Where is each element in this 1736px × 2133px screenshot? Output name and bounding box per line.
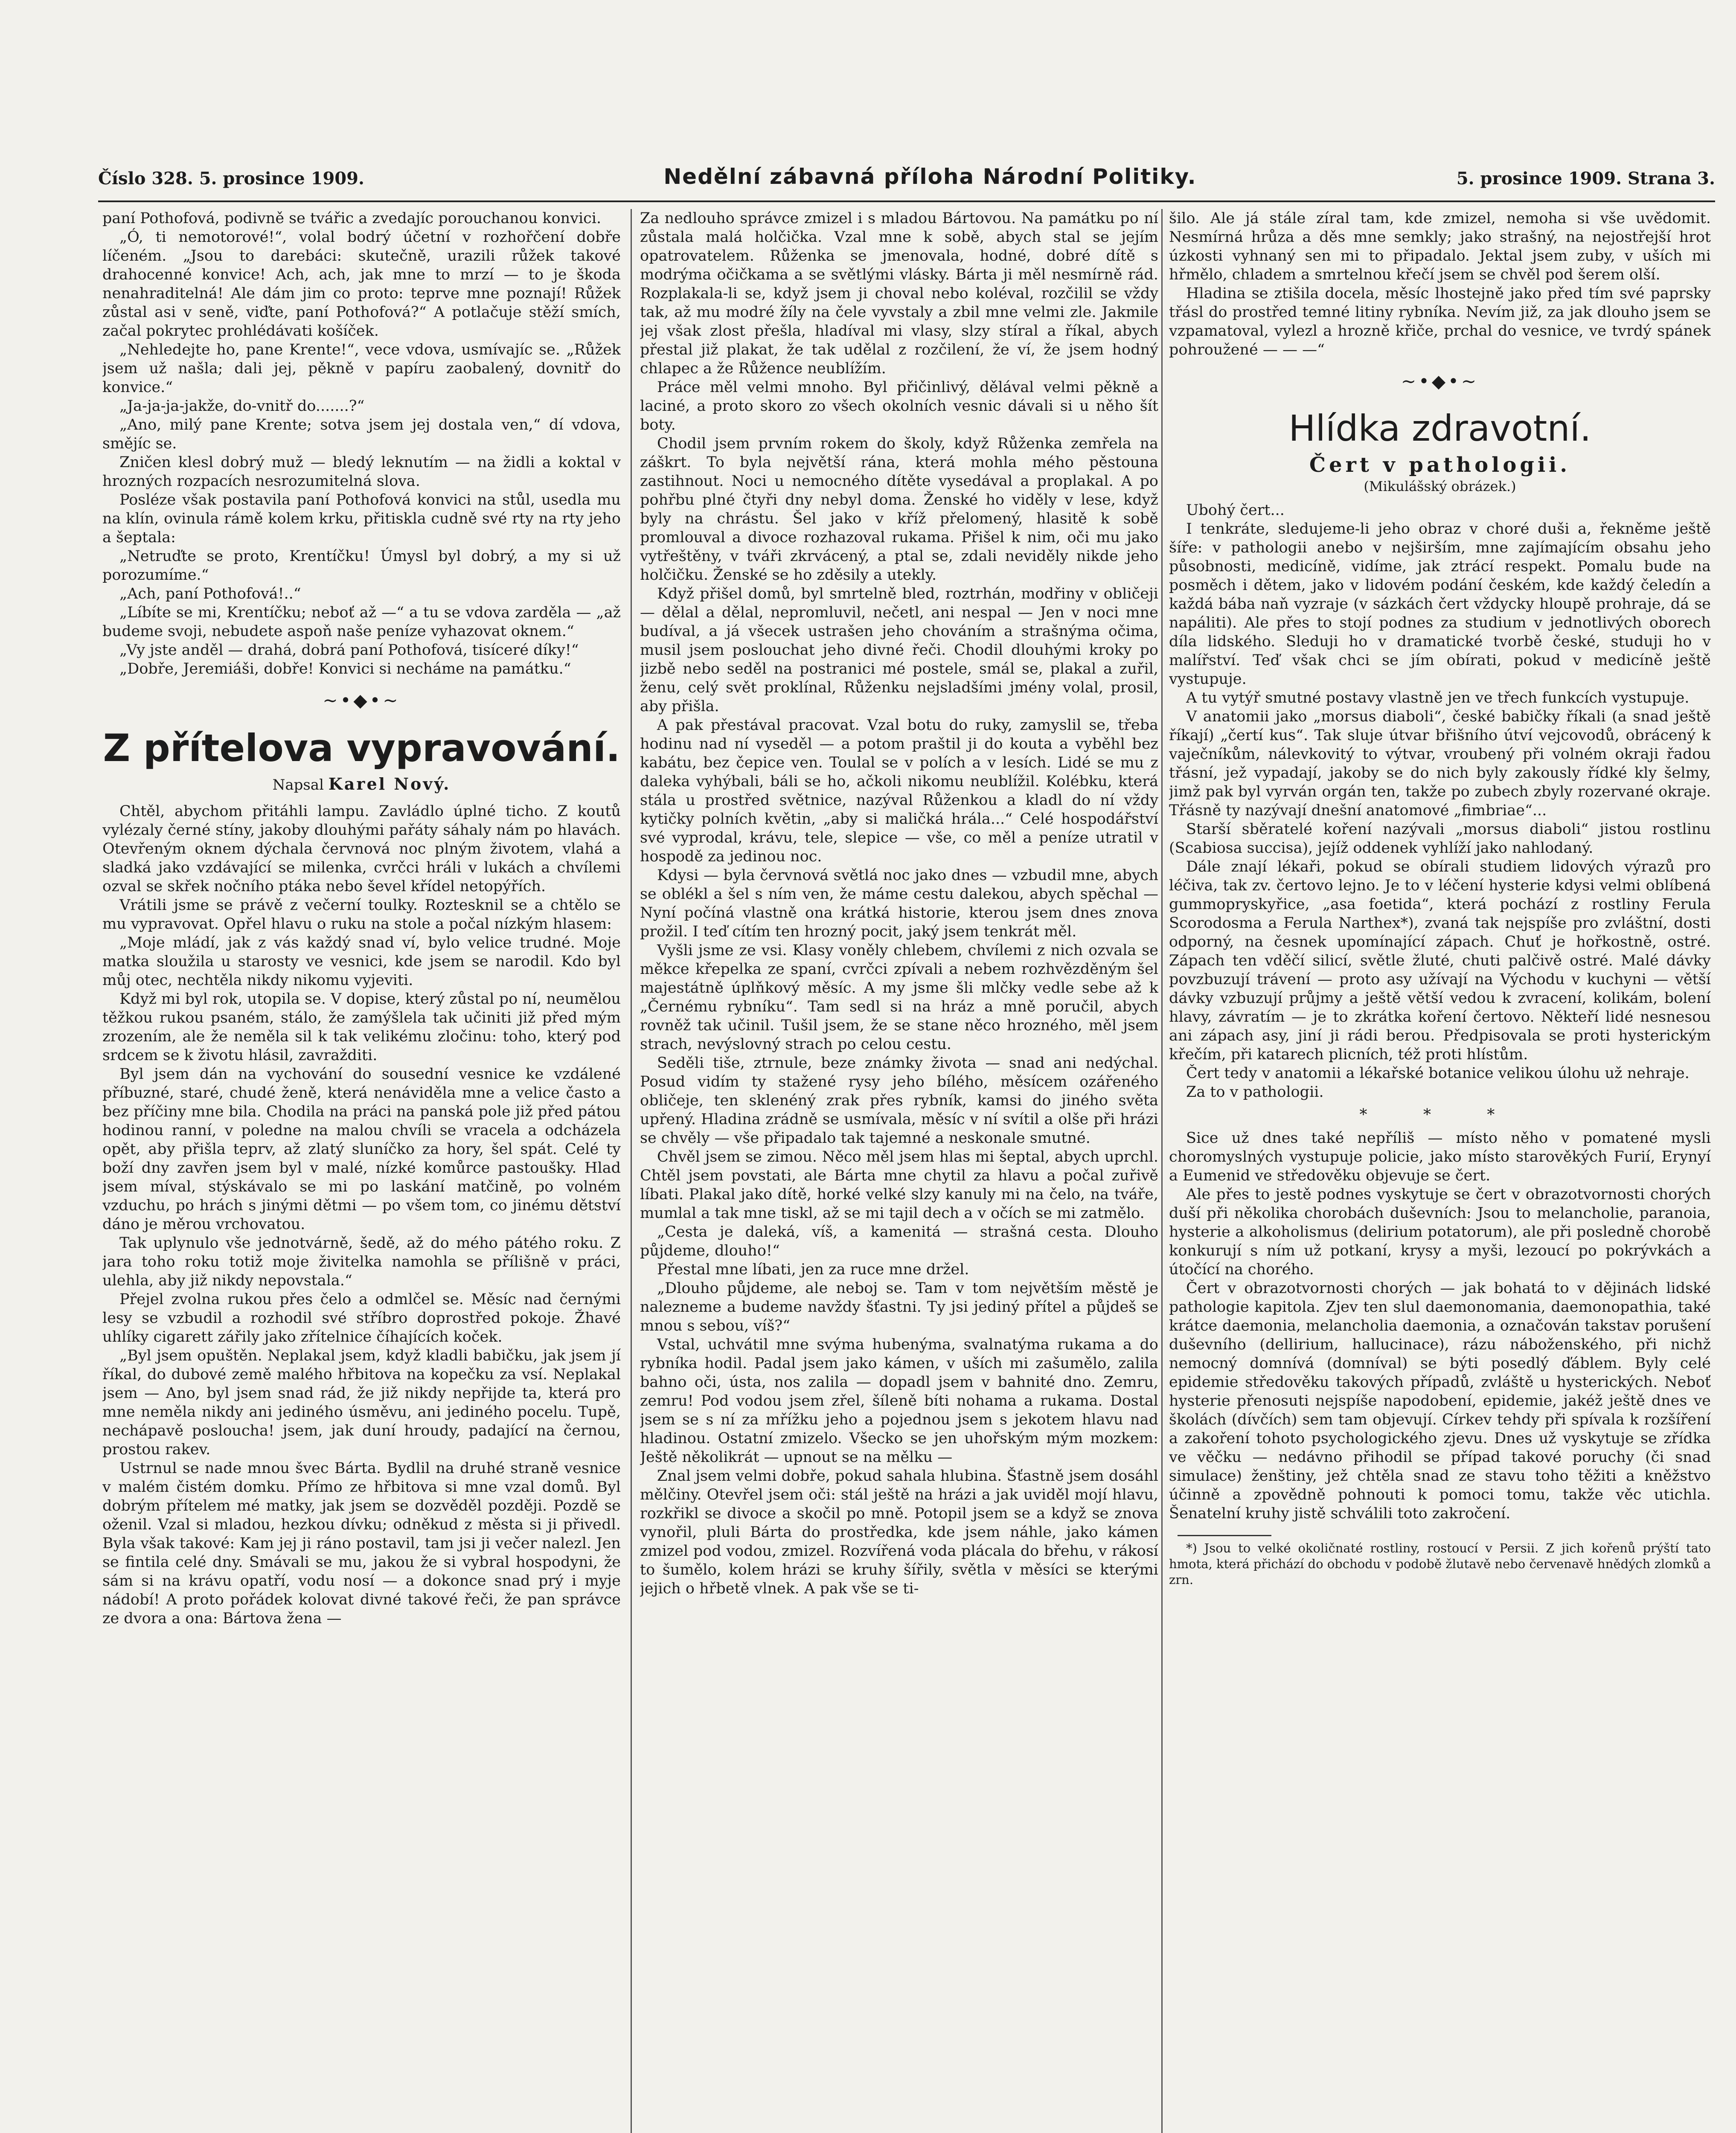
column-divider: [1161, 209, 1163, 2133]
paragraph: A tu vytýř smutné postavy vlastně jen ve třech funkcích vystupuje.: [1186, 689, 1689, 706]
section-ornament: ~•◆•~: [1401, 371, 1479, 392]
paragraph: „Ó, ti nemotorové!“, volal bodrý účetní v rozhořčení dobře líčeném. „Jsou to darebáci: skutečně, urazili růžek takové drahocenné konvice! Ach, ach, jak mne to mrzí — to je škoda nenahraditelná! Ale dám jim co proto: teprve mne poznají! Růžek zůstal asi v seně, viďte, paní Pothofová?“ A potlačuje stěží smích, začal pokrytec prohlédávati košíček.: [102, 229, 621, 340]
page-header: [98, 164, 1715, 203]
paragraph: Dále znají lékaři, pokud se obírali studiem lidových výrazů pro léčiva, tak zv. čertovo lejno. Je to v léčení hysterie kdysi velmi oblíbená gummopryskyřice, „asa foetida“, která pochází z rostliny Ferula Scorodosma a Ferula Narthex*), zvaná tak nejspíše pro zvláštní, dosti odporný, na česnek upomínající zápach. Chuť je hořkostně, ostré. Zápach ten vděčí silicí, světle žluté, chuti palčivě ostré. Malé dávky povzbuzují trávení — proto asy užívají na Východu v kuchyni — větší dávky vzbuzují průjmy a ještě větší vedou k zvracení, kolikám, bolení hlavy, závratím — je to zkrátka koření čertovo. Někteří lidé nesnesou ani zápach asy, jiní ji rádi berou. Předpisovala se proti hysterickým křečím, při katarech plicních, též proti hlístům.: [1169, 858, 1711, 1063]
section-title: Hlídka zdravotní.: [1288, 407, 1591, 449]
paragraph: Znal jsem velmi dobře, pokud sahala hlubina. Šťastně jsem dosáhl mělčiny. Otevřel jsem oči: stál ještě na hrázi a jak uviděl mojí hlavu, rozkřikl se divoce a skočil po mně. Potopil jsem se a když se znova vynořil, pluli Bárta do prostředka, kde jsem náhle, jako kámen zmizel pod vodou, zmizel. Rozvířená voda plácala do břehu, v rákosí to šumělo, kolem hrázi se kruhy šířily, světla v měsíci se kterými jejich o hřbetě vlnek. A pak vše se ti-: [640, 1468, 1158, 1597]
paragraph: paní Pothofová, podivně se tvářic a zvedajíc porouchanou konvici.: [102, 210, 602, 227]
byline: [102, 775, 621, 794]
paragraph: „Ach, paní Pothofová!..“: [119, 585, 301, 602]
paragraph: Čert tedy v anatomii a lékařské botanice velikou úlohu už nehraje.: [1186, 1065, 1689, 1082]
column-1: [102, 209, 621, 2133]
paragraph: Chodil jsem prvním rokem do školy, když Růženka zemřela na záškrt. To byla největší rána, která mohla mého pěstouna zastihnout. Noci u nemocného dítěte vysedával a proplakal. A po pohřbu plné čtyři dny nebyl doma. Ženské ho viděly v lese, když byly na chrástu. Šel jako v kříž přelomený, hlasitě k sobě promlouval a divoce rozhazoval rukama. Přišel k nim, oči mu jako vytřeštěny, v tváři zkrvácený, a ptal se, zdali neviděly nikde jeho holčičku. Ženské se ho zděsily a utekly.: [640, 435, 1158, 584]
paragraph: Hladina se ztišila docela, měsíc lhostejně jako před tím své paprsky třásl do prostřed temné litiny rybníka. Nevím již, za jak dlouho jsem se vzpamatoval, vylezl a hrozně křiče, prchal do vesnice, ve tvrdý spánek pohroužené — — —“: [1169, 285, 1711, 358]
paragraph: Vstal, uchvátil mne svýma hubenýma, svalnatýma rukama a do rybníka hodil. Padal jsem jako kámen, v uších mi zašumělo, zalila bahno oči, ústa, nos zalila — dopadl jsem v bahnité dno. Zemru, zemru! Pod vodou jsem zřel, šíleně bíti nohama a rukama. Dostal jsem se s ní za mřížku jeho a pojednou jsem s jekotem hlavu nad hladinou. Ostatní zmizelo. Všecko se jen uhořským mým mozkem: Ještě několikrát — upnout se na mělku —: [640, 1336, 1158, 1466]
paragraph: Ubohý čert...: [1186, 502, 1285, 519]
paragraph: Tak uplynulo vše jednotvárně, šedě, až do mého pátého roku. Z jara toho roku totiž moje živitelka namohla se přílišně v práci, ulehla, aby již nikdy nepovstala.“: [102, 1235, 621, 1289]
article-title: Čert v pathologii.: [1309, 453, 1571, 477]
paragraph: Seděli tiše, ztrnule, beze známky života — snad ani nedýchal. Posud vidím ty stažené rysy jeho bílého, měsícem ozářeného obličeje, ten sklenéný zrak přes rybník, kamsi do jiného světa upřený. Hladina zrádně se usmívala, měsíc v ní svítil a olše při hrázi se chvěly — vše připadalo tak tajemné a neskonale smutné.: [640, 1055, 1158, 1147]
paragraph: Ustrnul se nade mnou švec Bárta. Bydlil na druhé straně vesnice v malém čistém domku. Přímo ze hřbitova si mne vzal domů. Byl dobrým přítelem mé matky, jak jsem se dozvěděl později. Pozdě se oženil. Vzal si mladou, hezkou dívku; odněkud z města si ji přivedl. Byla však takové: Kam jej ji ráno postavil, tam jsi ji večer nalezl. Jen se fintila celé dny. Smávali se mu, jakou že si vybral hospodyni, že sám si na krávu opatří, vodu nosí — a dokonce snad prý i myje nádobí! A proto pořádek kolovat divné takové řeči, že pan správce ze dvora a ona: Bártova žena —: [102, 1460, 621, 1627]
paragraph: I tenkráte, sledujeme-li jeho obraz v choré duši a, řekněme ještě šíře: v pathologii anebo v nejširším, mne zajímajícím obsahu jeho působnosti, medicíně, vidíme, jak ztrácí respekt. Pomalu bude na posměch i dětem, jako v lidovém podání českém, kde každý čeledín a každá bába naň vyzraje (v sázkách čert vždycky hloupě prohraje, dá se napáliti). Ale přes to stojí podnes za studium v jednotlivých oborech díla lidského. Sleduji ho v dramatické tvorbě české, studuji ho v malířství. Teď však chci se jím obírati, pokud v medicíně ještě vystupuje.: [1169, 520, 1711, 688]
paragraph: Sice už dnes také nepříliš — místo něho v pomatené mysli choromyslných vystupuje policie, jako místo starověkých Furií, Erynyí a Eumenid ve středověku objevuje se čert.: [1169, 1130, 1711, 1184]
article-subtitle: (Mikulášský obrázek.): [1364, 478, 1516, 494]
column-divider: [631, 209, 632, 2133]
paragraph: Když přišel domů, byl smrtelně bled, roztrhán, modřiny v obličeji — dělal a dělal, nepromluvil, nečetl, ani nespal — Jen v noci mne budíval, a já všecek ustrašen jeho chováním a strašnýma očima, musil jsem poslouchat jeho divné řeči. Chodil dlouhými kroky po jizbě nebo seděl na postranici mé postele, smál se, plakal a zuřil, ženu, celý svět proklínal, Růženku nejsladšími jmény volal, prosil, aby přišla.: [640, 585, 1158, 715]
paragraph: „Moje mládí, jak z vás každý snad ví, bylo velice trudné. Moje matka sloužila u starosty ve vesnici, kde jsem se narodil. Kdo byl můj otec, nechtěla nikdy nikomu vyjeviti.: [102, 934, 621, 989]
article-title: Z přítelova vypravování.: [103, 726, 620, 770]
paragraph: „Cesta je daleká, víš, a kamenitá — strašná cesta. Dlouho půjdeme, dlouho!“: [640, 1223, 1158, 1259]
byline-author: Karel Nový.: [328, 774, 451, 793]
paragraph: Když mi byl rok, utopila se. V dopise, který zůstal po ní, neumělou těžkou rukou psaném, stálo, že zamýšlela tak učiniti již před mým zrozením, ale že neměla sil k tak velikému zločinu: toho, který pod srdcem se k životu hlásil, zavražditi.: [102, 991, 621, 1064]
paragraph: Kdysi — byla červnová světlá noc jako dnes — vzbudil mne, abych se oblékl a šel s ním ven, že máme cestu dalekou, abych spěchal — Nyní počíná vlastně ona krátká historie, kterou jsem dnes znova prožil. I teď cítím ten hrozný pocit, jaký jsem tenkrát měl.: [640, 867, 1158, 940]
paragraph: Přejel zvolna rukou přes čelo a odmlčel se. Měsíc nad černými lesy se vzbudil a rozhodil své stříbro doprostřed pokoje. Žhavé uhlíky cigarett zářily jako zřítelnice číhajících koček.: [102, 1291, 621, 1345]
paragraph: Zničen klesl dobrý muž — bledý leknutím — na židli a koktal v hrozných rozpacích nesrozumitelná slova.: [102, 454, 621, 490]
paragraph: Chtěl, abychom přitáhli lampu. Zavládlo úplné ticho. Z koutů vylézaly černé stíny, jakoby dlouhými pařáty sáhaly nám po hlavách. Otevřeným oknem dýchala červnová noc plným životem, vlahá a sladká jako vzdávající se milenka, cvrčci hráli v lukách a chvílemi ozval se skřek nočního ptáka nebo ševel křídel netopýřích.: [102, 803, 621, 895]
paragraph: „Dlouho půjdeme, ale neboj se. Tam v tom největším městě je nalezneme a budeme navždy šťastni. Ty jsi jediný přítel a půjdeš se mnou s sebou, víš?“: [640, 1280, 1158, 1334]
header-page-number: 5. prosince 1909. Strana 3.: [1456, 169, 1715, 189]
footnote-rule: [1178, 1535, 1271, 1536]
section-ornament: ~•◆•~: [323, 690, 401, 711]
footnote: *) Jsou to velké okoličnaté rostliny, rostoucí v Persii. Z jich kořenů prýští tato hmota, která přichází do obchodu v podobě žlutavě nebo červenavě hnědých zlomků a zrn.: [1169, 1541, 1711, 1587]
paragraph: Práce měl velmi mnoho. Byl přičinlivý, dělával velmi pěkně a laciné, a proto skoro zo všech okolních vesnic dávali si u něho šít boty.: [640, 379, 1158, 433]
paragraph: „Byl jsem opuštěn. Neplakal jsem, když kladli babičku, jak jsem jí říkal, do dubové země malého hřbitova na kopečku za vsí. Neplakal jsem — Ano, byl jsem snad rád, že již nikdy nepřijde ta, která pro mne neměla nikdy ani jediného úsměvu, ani jediného pocelu. Tupě, nechápavě posloucha! jsem, jak duní hroudy, padající na černou, prostou rakev.: [102, 1347, 621, 1458]
paragraph: V anatomii jako „morsus diaboli“, české babičky říkali (a snad ještě říkají) „čertí kus“. Tak sluje útvar břišního útví vejcovodů, obrácený k vaječníkům, nálevkovitý to výtvar, vroubený při volném okraji řadou třásní, jež vypadají, jakoby se do nich byly zakously řídké kly šelmy, jimž pak byl vyrván orgán ten, takže po zubech zbyly rozervané okraje. Třásně ty nazývají dnešní anatomové „fimbriae“...: [1169, 708, 1711, 819]
paragraph: Starší sběratelé koření nazývali „morsus diaboli“ jistou rostlinu (Scabiosa succisa), jejíž oddenek vyhlíží jako nahlodaný.: [1169, 821, 1711, 857]
byline-prefix: Napsal: [272, 776, 324, 793]
paragraph: Čert v obrazotvornosti chorých — jak bohatá to v dějinách lidské pathologie kapitola. Zjev ten slul daemonomania, daemonopathia, také krátce daemonia, melancholia daemonia, a označován takstav porušení duševního (dellirium, hallucinace), rázu náboženského, při nichž nemocný domnívá (domníval) se býti posedlý ďáblem. Byly celé epidemie středověku takových případů, zvláště u hysterických. Neboť hysterie přenosuti nejspíše napodobení, epidemie, jakéž ještě dnes ve školách (dívčích) sem tam objevují. Církev tehdy při spívala k rozšíření a zakoření tohoto psychologického zjevu. Dnes už vyskytuje se zřídka ve věčku — nedávno přihodil se případ takové poruchy (či snad simulace) ženštiny, jež chtěla snad ze stavu toho těžiti a kněžstvo účinně a zpovědně pohnouti k pomoci tomu, takže věc utichla. Šenatelní kruhy jistě schválili toto zakročení.: [1169, 1280, 1711, 1522]
paragraph: „Ja-ja-ja-jakže, do-vnitř do.......?“: [119, 398, 365, 415]
paragraph: Posléze však postavila paní Pothofová konvici na stůl, usedla mu na klín, ovinula rámě kolem krku, přitiskla cudně své rty na rty jeho a šeptala:: [102, 491, 621, 546]
header-issue-date: Číslo 328. 5. prosince 1909.: [98, 169, 364, 189]
section-break-stars: * * *: [1359, 1106, 1521, 1124]
paragraph: Za nedlouho správce zmizel i s mladou Bártovou. Na památku po ní zůstala malá holčička. Vzal mne k sobě, abych stal se jejím opatrovatelem. Růženka se jmenovala, hodné, dobré dítě s modrýma očičkama a se světlými vlásky. Bárta ji měl nesmírně rád. Rozplakala-li se, když jsem ji choval nebo koléval, rozčilil se vždy tak, až mu modré žíly na čele vyvstaly a zbil mne velmi zle. Jakmile jej však zlost přešla, hladíval mi vlasy, slzy stíral a říkal, abych přestal již plakat, že tak udělal z rozčilení, že ví, že jsem hodný chlapec a že Růžence neublížím.: [640, 210, 1158, 377]
paragraph: Chvěl jsem se zimou. Něco měl jsem hlas mi šeptal, abych uprchl. Chtěl jsem povstati, ale Bárta mne chytil za hlavu a počal zuřivě líbati. Plakal jako dítě, horké velké slzy kanuly mi na čelo, na tváře, mumlal a tak mne tiskl, až se mi tajil dech a v očích se mi zatmělo.: [640, 1148, 1158, 1222]
header-publication-title: Nedělní zábavná příloha Národní Politiky.: [663, 164, 1197, 189]
column-2: [640, 209, 1158, 2133]
paragraph: „Dobře, Jeremiáši, dobře! Konvici si necháme na památku.“: [119, 660, 571, 677]
paragraph: A pak přestával pracovat. Vzal botu do ruky, zamyslil se, třeba hodinu nad ní vyseděl — a potom praštil ji do kouta a vyběhl bez kabátu, bez čepice ven. Toulal se v polích a v lesích. Lidé se mu z daleka vyhýbali, báli se ho, ačkoli nikomu neublížil. Kolébku, která stála u prostřed světnice, nazýval Růženkou a kladl do ní vždy kytičky polních květin, „aby si maličká hrála...“ Celé hospodářství své vyprodal, krávu, tele, slepice — vše, co měl a peníze utratil v hospodě za jedinou noc.: [640, 717, 1158, 865]
paragraph: Přestal mne líbati, jen za ruce mne držel.: [657, 1261, 969, 1278]
paragraph: „Ano, milý pane Krente; sotva jsem jej dostala ven,“ dí vdova, smějíc se.: [102, 416, 621, 452]
paragraph: Vrátili jsme se právě z večerní toulky. Roztesknil se a chtělo se mu vypravovat. Opřel hlavu o ruku na stole a počal nízkým hlasem:: [102, 897, 621, 933]
paragraph: Za to v pathologii.: [1186, 1084, 1324, 1101]
paragraph: „Vy jste anděl — drahá, dobrá paní Pothofová, tisíceré díky!“: [119, 642, 579, 659]
paragraph: Ale přes to jestě podnes vyskytuje se čert v obrazotvornosti chorých duší při několika chorobách duševních: Jsou to melancholie, paranoia, hysterie a alkoholismus (delirium potatorum), ale při posledně chorobě konkurují s ním už potkaní, krysy a myši, lezoucí po pokrývkách a útočící na chorého.: [1169, 1186, 1711, 1278]
column-3: [1169, 209, 1711, 2133]
paragraph: „Nehledejte ho, pane Krente!“, vece vdova, usmívajíc se. „Růžek jsem už našla; dali jej, pěkně v papíru zaobalený, dovnitř do konvice.“: [102, 341, 621, 396]
paragraph: šilo. Ale já stále zíral tam, kde zmizel, nemoha si vše uvědomit. Nesmírná hrůza a děs mne semkly; jako strašný, na nejostřejší hrot úzkosti vyhnaný sen mi to připadalo. Jektal jsem zuby, v uších mi hřmělo, chladem a smrtelnou křečí jsem se chvěl pod šerem olší.: [1169, 210, 1711, 283]
paragraph: Byl jsem dán na vychování do sousední vesnice ke vzdálené příbuzné, staré, chudé ženě, která nenáviděla mne a velice často a bez příčiny mne bila. Chodila na práci na panská pole již před pátou hodinou ranní, v poledne na malou chvíli se vracela a odcházela opět, aby přišla teprv, až zlatý sluníčko za hory, šel spát. Celé ty boží dny zavřen jsem byl v malé, nízké komůrce pastoušky. Hlad jsem míval, stýskávalo se mi po laskání matčině, po volném vzduchu, po hrách s jinými dětmi — po všem tom, co jinému dětství dáno je měrou vrchovatou.: [102, 1066, 621, 1233]
header-rule: [98, 201, 1715, 202]
paragraph: Vyšli jsme ze vsi. Klasy voněly chlebem, chvílemi z nich ozvala se měkce křepelka ze spaní, cvrčci zpívali a nebem rozhvězděným šel majestátně úplňkový měsíc. A my jsme šli mlčky vedle sebe až k „Černému rybníku“. Tam sedl si na hráz a mně poručil, abych rovněž tak učinil. Tušil jsem, že se stane něco hrozného, měl jsem strach, nevýslovný strach po celou cestu.: [640, 942, 1158, 1053]
paragraph: „Netruďte se proto, Krentíčku! Úmysl byl dobrý, a my si už porozumíme.“: [102, 548, 621, 584]
paragraph: „Líbíte se mi, Krentíčku; neboť až —“ a tu se vdova zarděla — „až budeme svoji, nebudete aspoň naše peníze vyhazovat oknem.“: [102, 604, 621, 640]
